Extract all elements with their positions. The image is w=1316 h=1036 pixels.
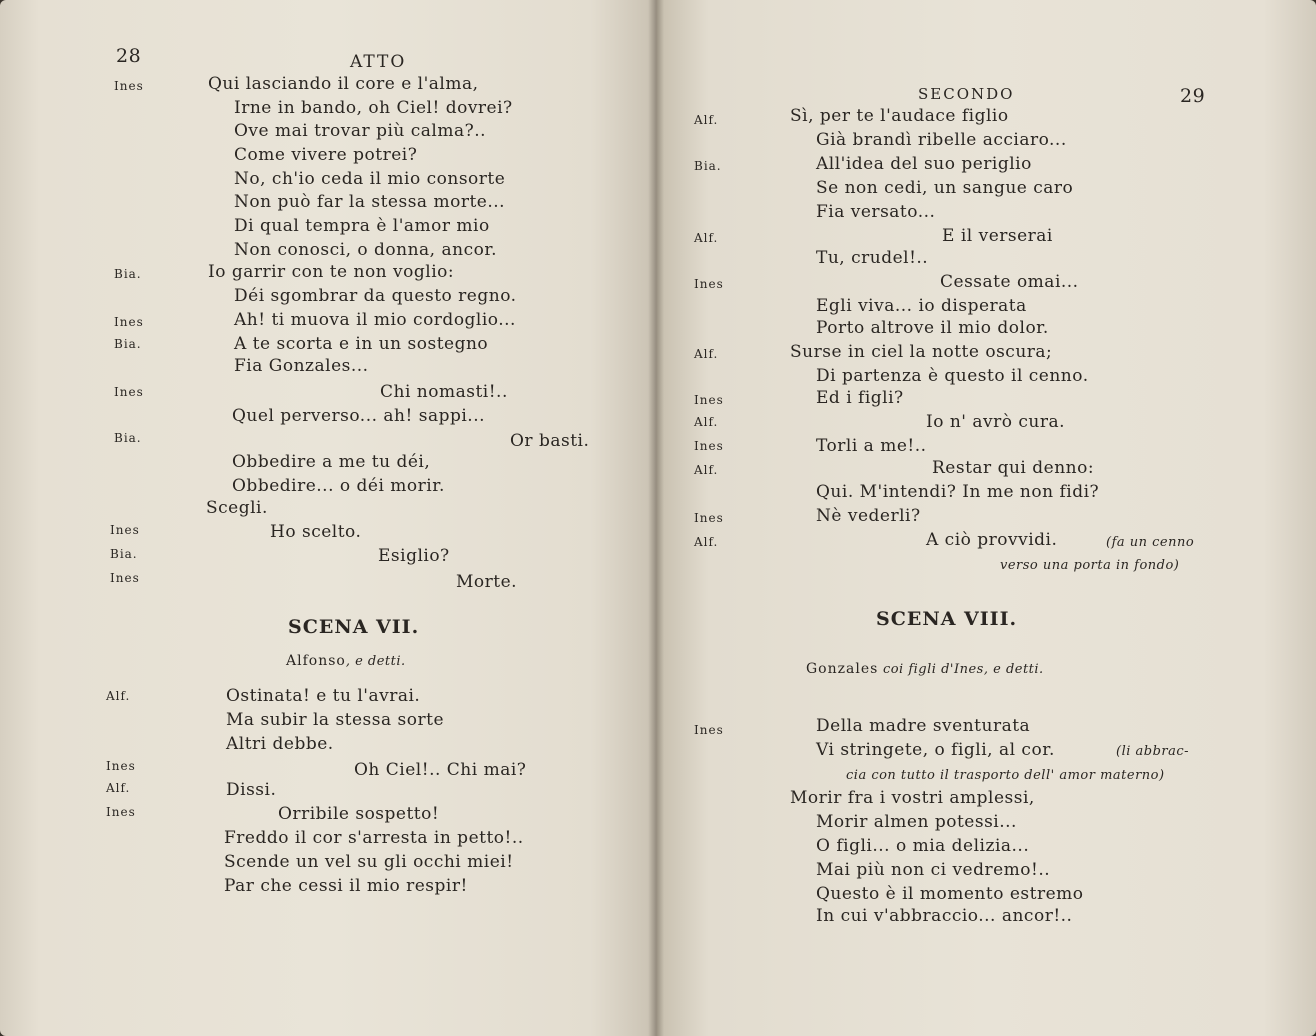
verse-line: Non può far la stessa morte... [234,192,506,212]
verse-line: Porto altrove il mio dolor. [816,318,1049,338]
speaker-label: Alf. [694,347,719,361]
verse-line: Or basti. [510,431,590,451]
verse-line: O figli... o mia delizia... [816,836,1030,856]
speaker-label: Ines [106,759,136,773]
verse-line: Surse in ciel la notte oscura; [790,342,1053,362]
speaker-label: Alf. [694,231,719,245]
verse-line: Tu, crudel!.. [816,248,929,268]
verse-line: Io garrir con te non voglio: [208,262,455,282]
verse-line: Par che cessi il mio respir! [224,876,468,896]
verse-line: Fia versato... [816,202,936,222]
page-number: 28 [116,45,142,67]
verse-line: Quel perverso... ah! sappi... [232,406,486,426]
scene-cast-name: Alfonso [286,653,346,669]
verse-line: Di partenza è questo il cenno. [816,366,1089,386]
speaker-label: Bia. [110,547,138,561]
verse-line: Questo è il momento estremo [816,884,1084,904]
verse-line: A ciò provvidi. [926,530,1058,550]
speaker-label: Alf. [106,781,131,795]
verse-line: All'idea del suo periglio [816,154,1032,174]
verse-line: Di qual tempra è l'amor mio [234,216,490,236]
verse-line: Qui. M'intendi? In me non fidi? [816,482,1100,502]
verse-line: Dissi. [226,780,277,800]
verse-line: Io n' avrò cura. [926,412,1066,432]
verse-line: Ed i figli? [816,388,904,408]
verse-line: Oh Ciel!.. Chi mai? [354,760,527,780]
verse-line: Morir fra i vostri amplessi, [790,788,1035,808]
speaker-label: Alf. [694,535,719,549]
speaker-label: Ines [110,523,140,537]
scene-cast [286,650,406,672]
verse-line: Irne in bando, oh Ciel! dovrei? [234,98,513,118]
verse-line: Morte. [456,572,518,592]
verse-line: Già brandì ribelle acciaro... [816,130,1067,150]
speaker-label: Bia. [114,267,142,281]
verse-line: Altri debbe. [226,734,334,754]
verse-line: Ho scelto. [270,522,362,542]
verse-line: E il verserai [942,226,1053,246]
speaker-label: Bia. [114,337,142,351]
verse-line: Freddo il cor s'arresta in petto!.. [224,828,524,848]
stage-direction: cia con tutto il trasporto dell' amor materno) [846,768,1165,783]
verse-line: Qui lasciando il core e l'alma, [208,74,479,94]
scene-title: SCENA VIII. [876,608,1018,630]
stage-direction: (li abbrac- [1116,744,1190,759]
scene-cast-name: Gonzales [806,661,879,677]
speaker-label: Alf. [694,415,719,429]
verse-line: Ah! ti muova il mio cordoglio... [234,310,516,330]
verse-line: In cui v'abbraccio... ancor!.. [816,906,1073,926]
stage-direction: verso una porta in fondo) [1000,558,1180,573]
verse-line: Cessate omai... [940,272,1079,292]
speaker-label: Ines [110,571,140,585]
verse-line: Torli a me!.. [816,436,927,456]
speaker-label: Alf. [694,113,719,127]
verse-line: Non conosci, o donna, ancor. [234,240,497,260]
verse-line: Ma subir la stessa sorte [226,710,445,730]
speaker-label: Ines [694,511,724,525]
verse-line: Vi stringete, o figli, al cor. [816,740,1055,760]
stage-direction: (fa un cenno [1106,535,1195,550]
verse-line: Scende un vel su gli occhi miei! [224,852,514,872]
verse-line: Morir almen potessi... [816,812,1017,832]
scene-title: SCENA VII. [288,616,420,638]
speaker-label: Ines [694,393,724,407]
speaker-label: Bia. [694,159,722,173]
speaker-label: Ines [694,277,724,291]
speaker-label: Ines [114,315,144,329]
speaker-label: Bia. [114,431,142,445]
book-gutter [648,0,664,1036]
right-page [656,0,1316,1036]
verse-line: Déi sgombrar da questo regno. [234,286,517,306]
speaker-label: Alf. [106,689,131,703]
speaker-label: Ines [694,439,724,453]
speaker-label: Ines [106,805,136,819]
verse-line: Ostinata! e tu l'avrai. [226,686,421,706]
verse-line: Egli viva... io disperata [816,296,1027,316]
speaker-label: Ines [114,79,144,93]
verse-line: Sì, per te l'audace figlio [790,106,1009,126]
verse-line: Ove mai trovar più calma?.. [234,121,487,141]
verse-line: Obbedire... o déi morir. [232,476,445,496]
verse-line: A te scorta e in un sostegno [234,334,489,354]
verse-line: Se non cedi, un sangue caro [816,178,1074,198]
scene-cast [806,658,1044,680]
verse-line: Mai più non ci vedremo!.. [816,860,1051,880]
speaker-label: Alf. [694,463,719,477]
verse-line: Chi nomasti!.. [380,382,508,402]
scene-cast-rest: , e detti. [345,654,406,669]
running-head: SECONDO [918,85,1015,103]
speaker-label: Ines [694,723,724,737]
verse-line: No, ch'io ceda il mio consorte [234,169,506,189]
verse-line: Come vivere potrei? [234,145,418,165]
verse-line: Orribile sospetto! [278,804,440,824]
verse-line: Obbedire a me tu déi, [232,452,431,472]
page-number: 29 [1180,85,1206,107]
running-head: ATTO [350,52,407,72]
speaker-label: Ines [114,385,144,399]
verse-line: Nè vederli? [816,506,921,526]
verse-line: Della madre sventurata [816,716,1031,736]
verse-line: Fia Gonzales... [234,356,369,376]
left-page [0,0,656,1036]
scene-cast-rest: coi figli d'Ines, e detti. [878,662,1044,677]
verse-line: Esiglio? [378,546,450,566]
verse-line: Scegli. [206,498,268,518]
verse-line: Restar qui denno: [932,458,1095,478]
